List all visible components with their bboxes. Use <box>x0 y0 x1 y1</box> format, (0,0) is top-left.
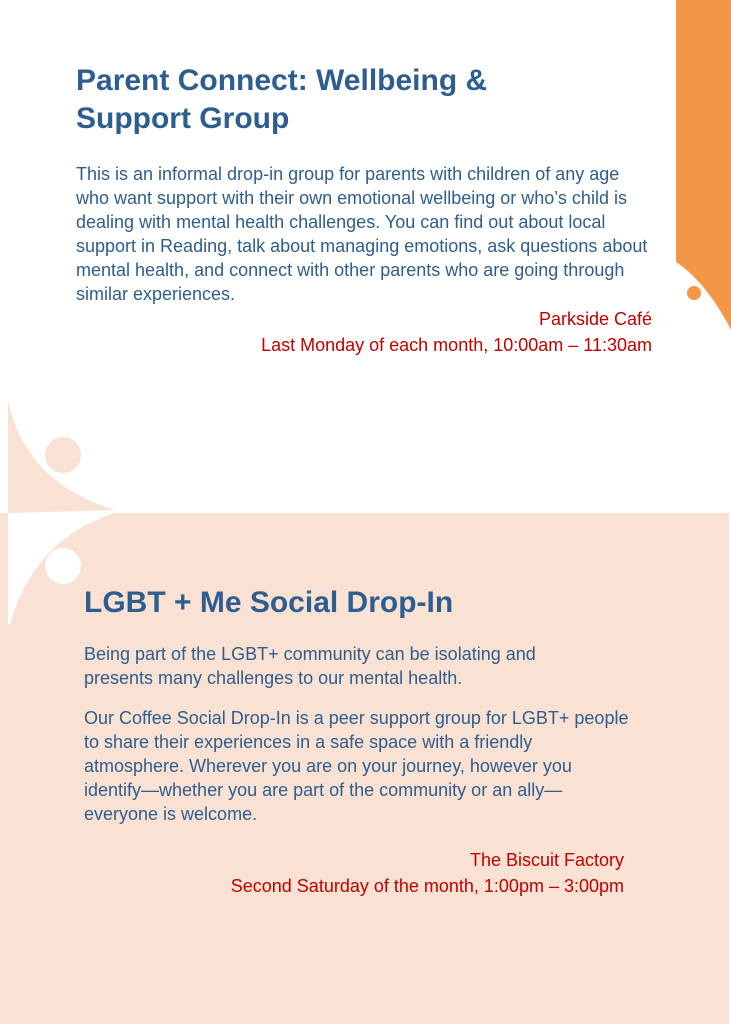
lgbt-drop-in-location: The Biscuit Factory <box>469 850 624 870</box>
lgbt-drop-in-title: LGBT + Me Social Drop-In <box>84 586 454 619</box>
parent-connect-schedule: Last Monday of each month, 10:00am – 11:30am <box>261 335 652 355</box>
parent-connect-description: This is an informal drop-in group for parents with children of any age who want support with their own emotional wellbeing or who’s child is dealing with mental health challenges. You can find out about local support in Reading, talk about managing emotions, ask questions about mental health, and connect with other parents who are going through similar experiences. <box>76 164 648 304</box>
parent-connect-details <box>76 306 652 358</box>
parent-connect-section <box>76 62 656 358</box>
orange-decorative-dot <box>687 286 701 300</box>
lgbt-drop-in-paragraph-2: Our Coffee Social Drop-In is a peer support group for LGBT+ people to share their experiences in a safe space with a friendly atmosphere. Wherever you are on your journey, however you identify—whether you are part of the community or an ally—everyone is welcome. <box>84 708 629 824</box>
lgbt-drop-in-details <box>84 847 624 899</box>
parent-connect-title: Parent Connect: Wellbeing & Support Group <box>76 64 488 135</box>
orange-decorative-strip <box>676 0 731 330</box>
lgbt-drop-in-paragraph-1: Being part of the LGBT+ community can be isolating and presents many challenges to our mental health. <box>84 644 536 688</box>
lgbt-drop-in-schedule: Second Saturday of the month, 1:00pm – 3:00pm <box>230 876 624 896</box>
lgbt-drop-in-section <box>84 584 644 899</box>
parent-connect-location: Parkside Café <box>538 309 652 329</box>
